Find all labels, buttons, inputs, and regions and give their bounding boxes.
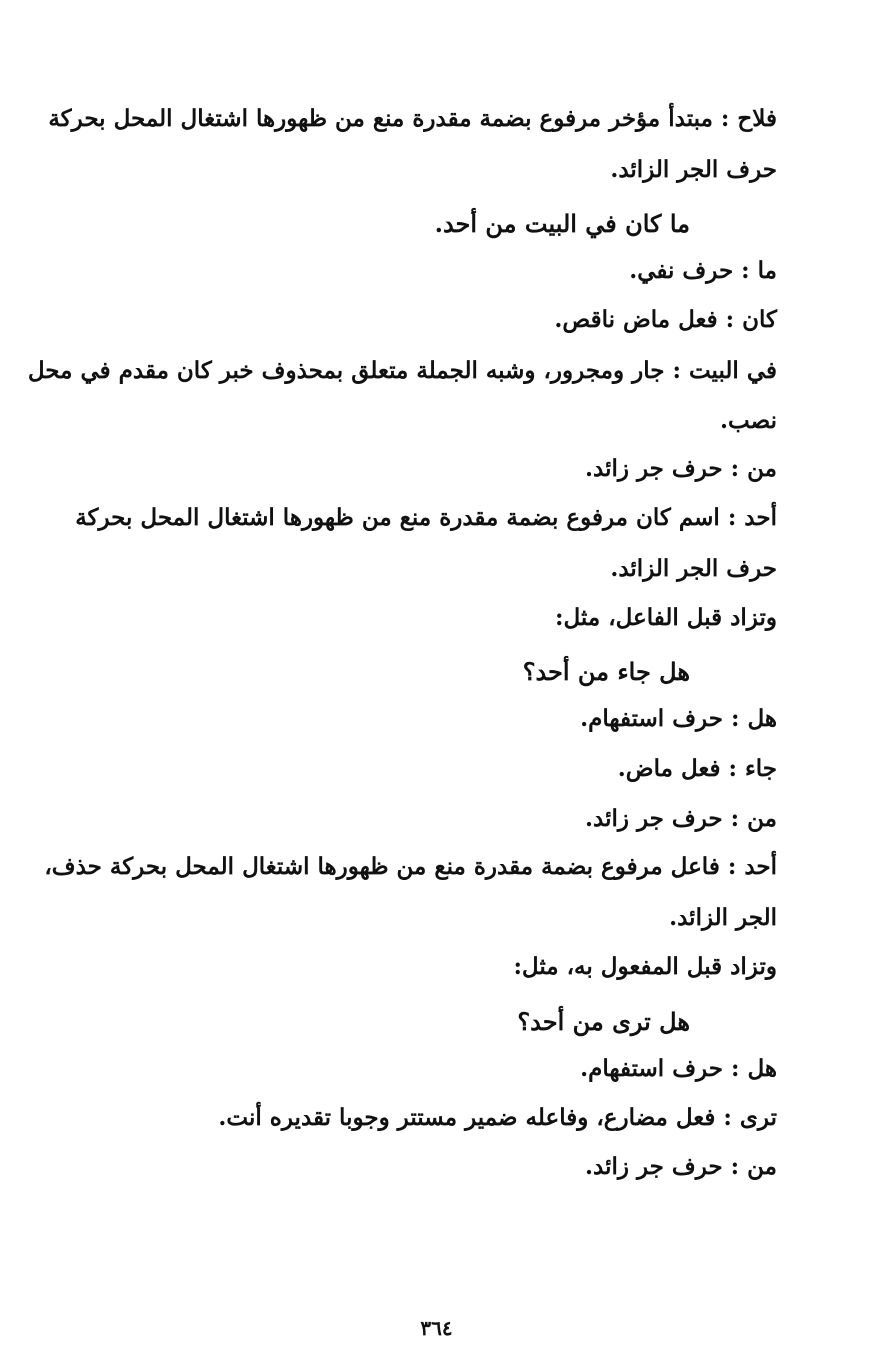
text-line: حرف الجر الزائد. [610,555,777,582]
text-line: من : حرف جر زائد. [585,455,777,482]
text-line: كان : فعل ماض ناقص. [554,306,777,333]
text-line: هل : حرف استفهام. [580,1055,777,1082]
text-line: أحد : اسم كان مرفوع بضمة مقدرة منع من ظهورها اشتغال المحل بحركة [75,504,777,531]
text-line: أحد : فاعل مرفوع بضمة مقدرة منع من ظهورها اشتغال المحل بحركة حذف، [44,853,777,880]
example-sentence: ما كان في البيت من أحد. [434,209,690,238]
text-line: ما : حرف نفي. [629,257,777,284]
text-line: الجر الزائد. [669,904,777,931]
text-line: حرف الجر الزائد. [610,156,777,183]
text-line: فلاح : مبتدأ مؤخر مرفوع بضمة مقدرة منع من ظهورها اشتغال المحل بحركة [48,105,777,132]
text-line: هل : حرف استفهام. [580,705,777,732]
page-number: ٣٦٤ [420,1316,453,1340]
text-line: ترى : فعل مضارع، وفاعله ضمير مستتر وجوبا تقديره أنت. [218,1104,777,1131]
text-line: وتزاد قبل المفعول به، مثل: [513,953,777,980]
text-line: من : حرف جر زائد. [585,1153,777,1180]
example-sentence: هل ترى من أحد؟ [517,1007,690,1036]
example-sentence: هل جاء من أحد؟ [522,657,690,686]
text-line: في البيت : جار ومجرور، وشبه الجملة متعلق بمحذوف خبر كان مقدم في محل [27,357,777,384]
text-line: من : حرف جر زائد. [585,805,777,832]
text-line: نصب. [720,407,777,434]
text-line: وتزاد قبل الفاعل، مثل: [555,604,777,631]
text-line: جاء : فعل ماض. [617,755,777,782]
